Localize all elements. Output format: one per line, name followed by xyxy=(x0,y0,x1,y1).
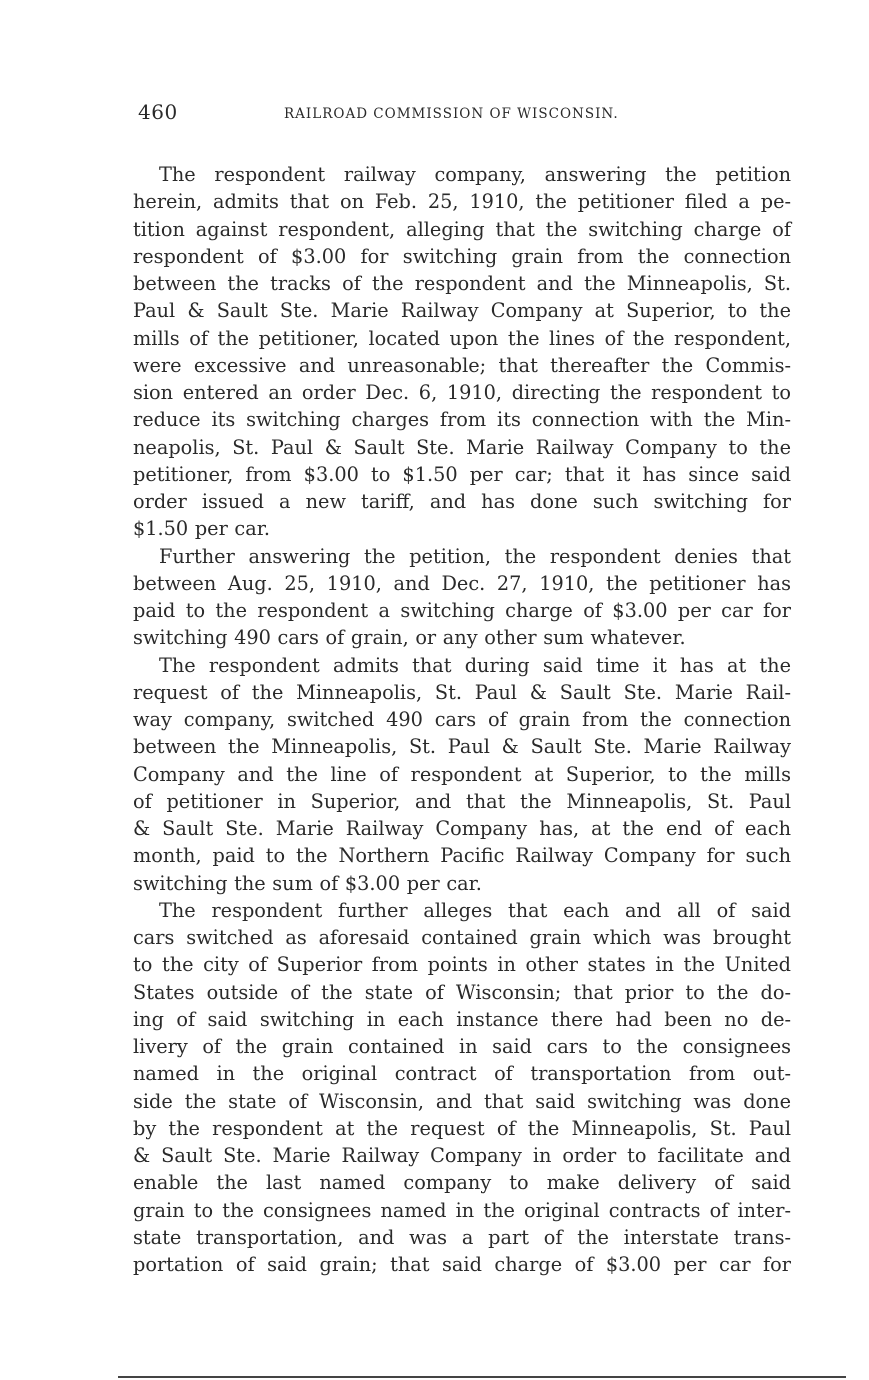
text-line: cars switched as aforesaid contained grain which was brought xyxy=(133,926,791,949)
text-line: & Sault Ste. Marie Railway Company in order to facilitate and xyxy=(133,1144,791,1167)
text-line: paid to the respondent a switching charge of $3.00 per car for xyxy=(133,599,791,622)
paragraph xyxy=(133,161,791,543)
text-line: Company and the line of respondent at Superior, to the mills xyxy=(133,762,791,786)
text-line: between the Minneapolis, St. Paul & Sault Ste. Marie Railway xyxy=(133,735,791,759)
page-number: 460 xyxy=(138,100,178,124)
text-line: enable the last named company to make delivery of said xyxy=(133,1171,791,1195)
text-line: livery of the grain contained in said cars to the consignees xyxy=(133,1035,791,1058)
text-line: between the tracks of the respondent and the Minneapolis, St. xyxy=(133,272,791,295)
text-line: state transportation, and was a part of the interstate trans- xyxy=(133,1225,791,1249)
text-line: Paul & Sault Ste. Marie Railway Company at Superior, to the xyxy=(133,299,791,323)
text-line: neapolis, St. Paul & Sault Ste. Marie Railway Company to the xyxy=(133,435,791,459)
text-line: $1.50 per car. xyxy=(133,517,270,541)
paragraph xyxy=(133,652,791,897)
body-text xyxy=(133,161,791,1278)
text-line: of petitioner in Superior, and that the Minneapolis, St. Paul xyxy=(133,789,791,813)
text-line: by the respondent at the request of the Minneapolis, St. Paul xyxy=(133,1116,791,1140)
text-line: sion entered an order Dec. 6, 1910, directing the respondent to xyxy=(133,381,791,404)
bottom-rule xyxy=(118,1376,846,1378)
text-line: tition against respondent, alleging that the switching charge of xyxy=(133,217,791,241)
text-line: The respondent admits that during said time it has at the xyxy=(159,653,791,677)
text-line: reduce its switching charges from its connection with the Min- xyxy=(133,408,791,432)
text-line: Further answering the petition, the respondent denies that xyxy=(159,544,791,568)
text-line: herein, admits that on Feb. 25, 1910, the petitioner filed a pe- xyxy=(133,190,791,214)
text-line: portation of said grain; that said charge of $3.00 per car for xyxy=(133,1253,791,1276)
text-line: order issued a new tariff, and has done such switching for xyxy=(133,490,791,513)
text-line: switching the sum of $3.00 per car. xyxy=(133,871,482,895)
paragraph xyxy=(133,897,791,1279)
text-line: mills of the petitioner, located upon the lines of the respondent, xyxy=(133,326,791,350)
text-line: The respondent further alleges that each and all of said xyxy=(159,898,791,922)
running-head: RAILROAD COMMISSION OF WISCONSIN. xyxy=(284,106,619,122)
text-line: petitioner, from $3.00 to $1.50 per car; that it has since said xyxy=(133,462,791,486)
text-line: States outside of the state of Wisconsin; that prior to the do- xyxy=(133,980,791,1004)
text-line: request of the Minneapolis, St. Paul & Sault Ste. Marie Rail- xyxy=(133,680,791,704)
paragraph xyxy=(133,543,791,652)
text-line: respondent of $3.00 for switching grain from the connection xyxy=(133,244,791,268)
text-line: & Sault Ste. Marie Railway Company has, at the end of each xyxy=(133,817,791,840)
text-line: way company, switched 490 cars of grain from the connection xyxy=(133,708,791,731)
text-line: month, paid to the Northern Pacific Railway Company for such xyxy=(133,844,791,868)
text-line: were excessive and unreasonable; that thereafter the Commis- xyxy=(133,353,791,377)
text-line: to the city of Superior from points in other states in the United xyxy=(133,953,791,977)
text-line: side the state of Wisconsin, and that said switching was done xyxy=(133,1089,791,1113)
text-line: between Aug. 25, 1910, and Dec. 27, 1910, the petitioner has xyxy=(133,571,791,595)
text-line: ing of said switching in each instance there had been no de- xyxy=(133,1007,791,1031)
text-line: The respondent railway company, answering the petition xyxy=(159,163,791,186)
text-line: named in the original contract of transportation from out- xyxy=(133,1062,791,1086)
text-line: switching 490 cars of grain, or any other sum whatever. xyxy=(133,626,686,650)
text-line: grain to the consignees named in the original contracts of inter- xyxy=(133,1198,791,1222)
